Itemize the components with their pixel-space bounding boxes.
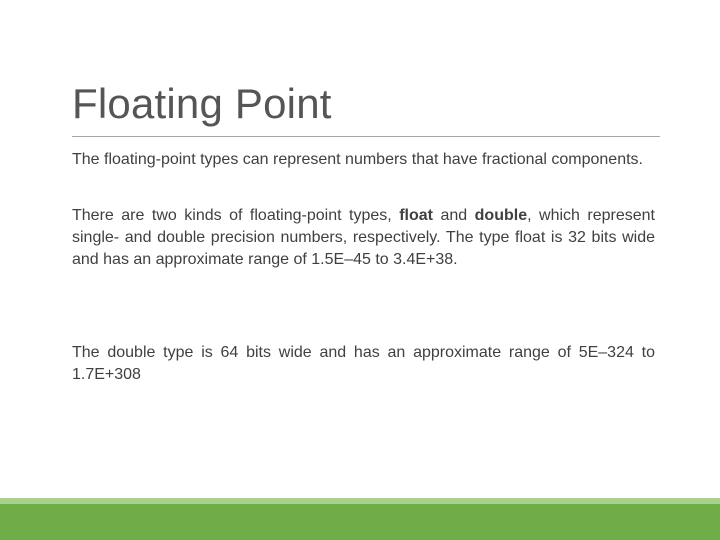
paragraph-types-and: and xyxy=(432,207,475,224)
title-divider xyxy=(72,136,660,137)
paragraph-types-lead: There are two kinds of floating-point types, xyxy=(72,207,400,224)
paragraph-types xyxy=(72,205,655,271)
footer-bar xyxy=(0,504,720,540)
keyword-double: double xyxy=(474,207,528,224)
paragraph-types-rest: , which represent single- and double precision numbers, respectively. The type float is 32 bits wide and has an approximate range of 1.5E–45 to 3.4E+38. xyxy=(72,207,656,268)
paragraph-double-range: The double type is 64 bits wide and has an approximate range of 5E–324 to 1.7E+308 xyxy=(72,344,655,383)
slide-title: Floating Point xyxy=(72,80,332,127)
keyword-float: float xyxy=(399,207,433,224)
paragraph-intro: The floating-point types can represent numbers that have fractional components. xyxy=(72,151,643,168)
